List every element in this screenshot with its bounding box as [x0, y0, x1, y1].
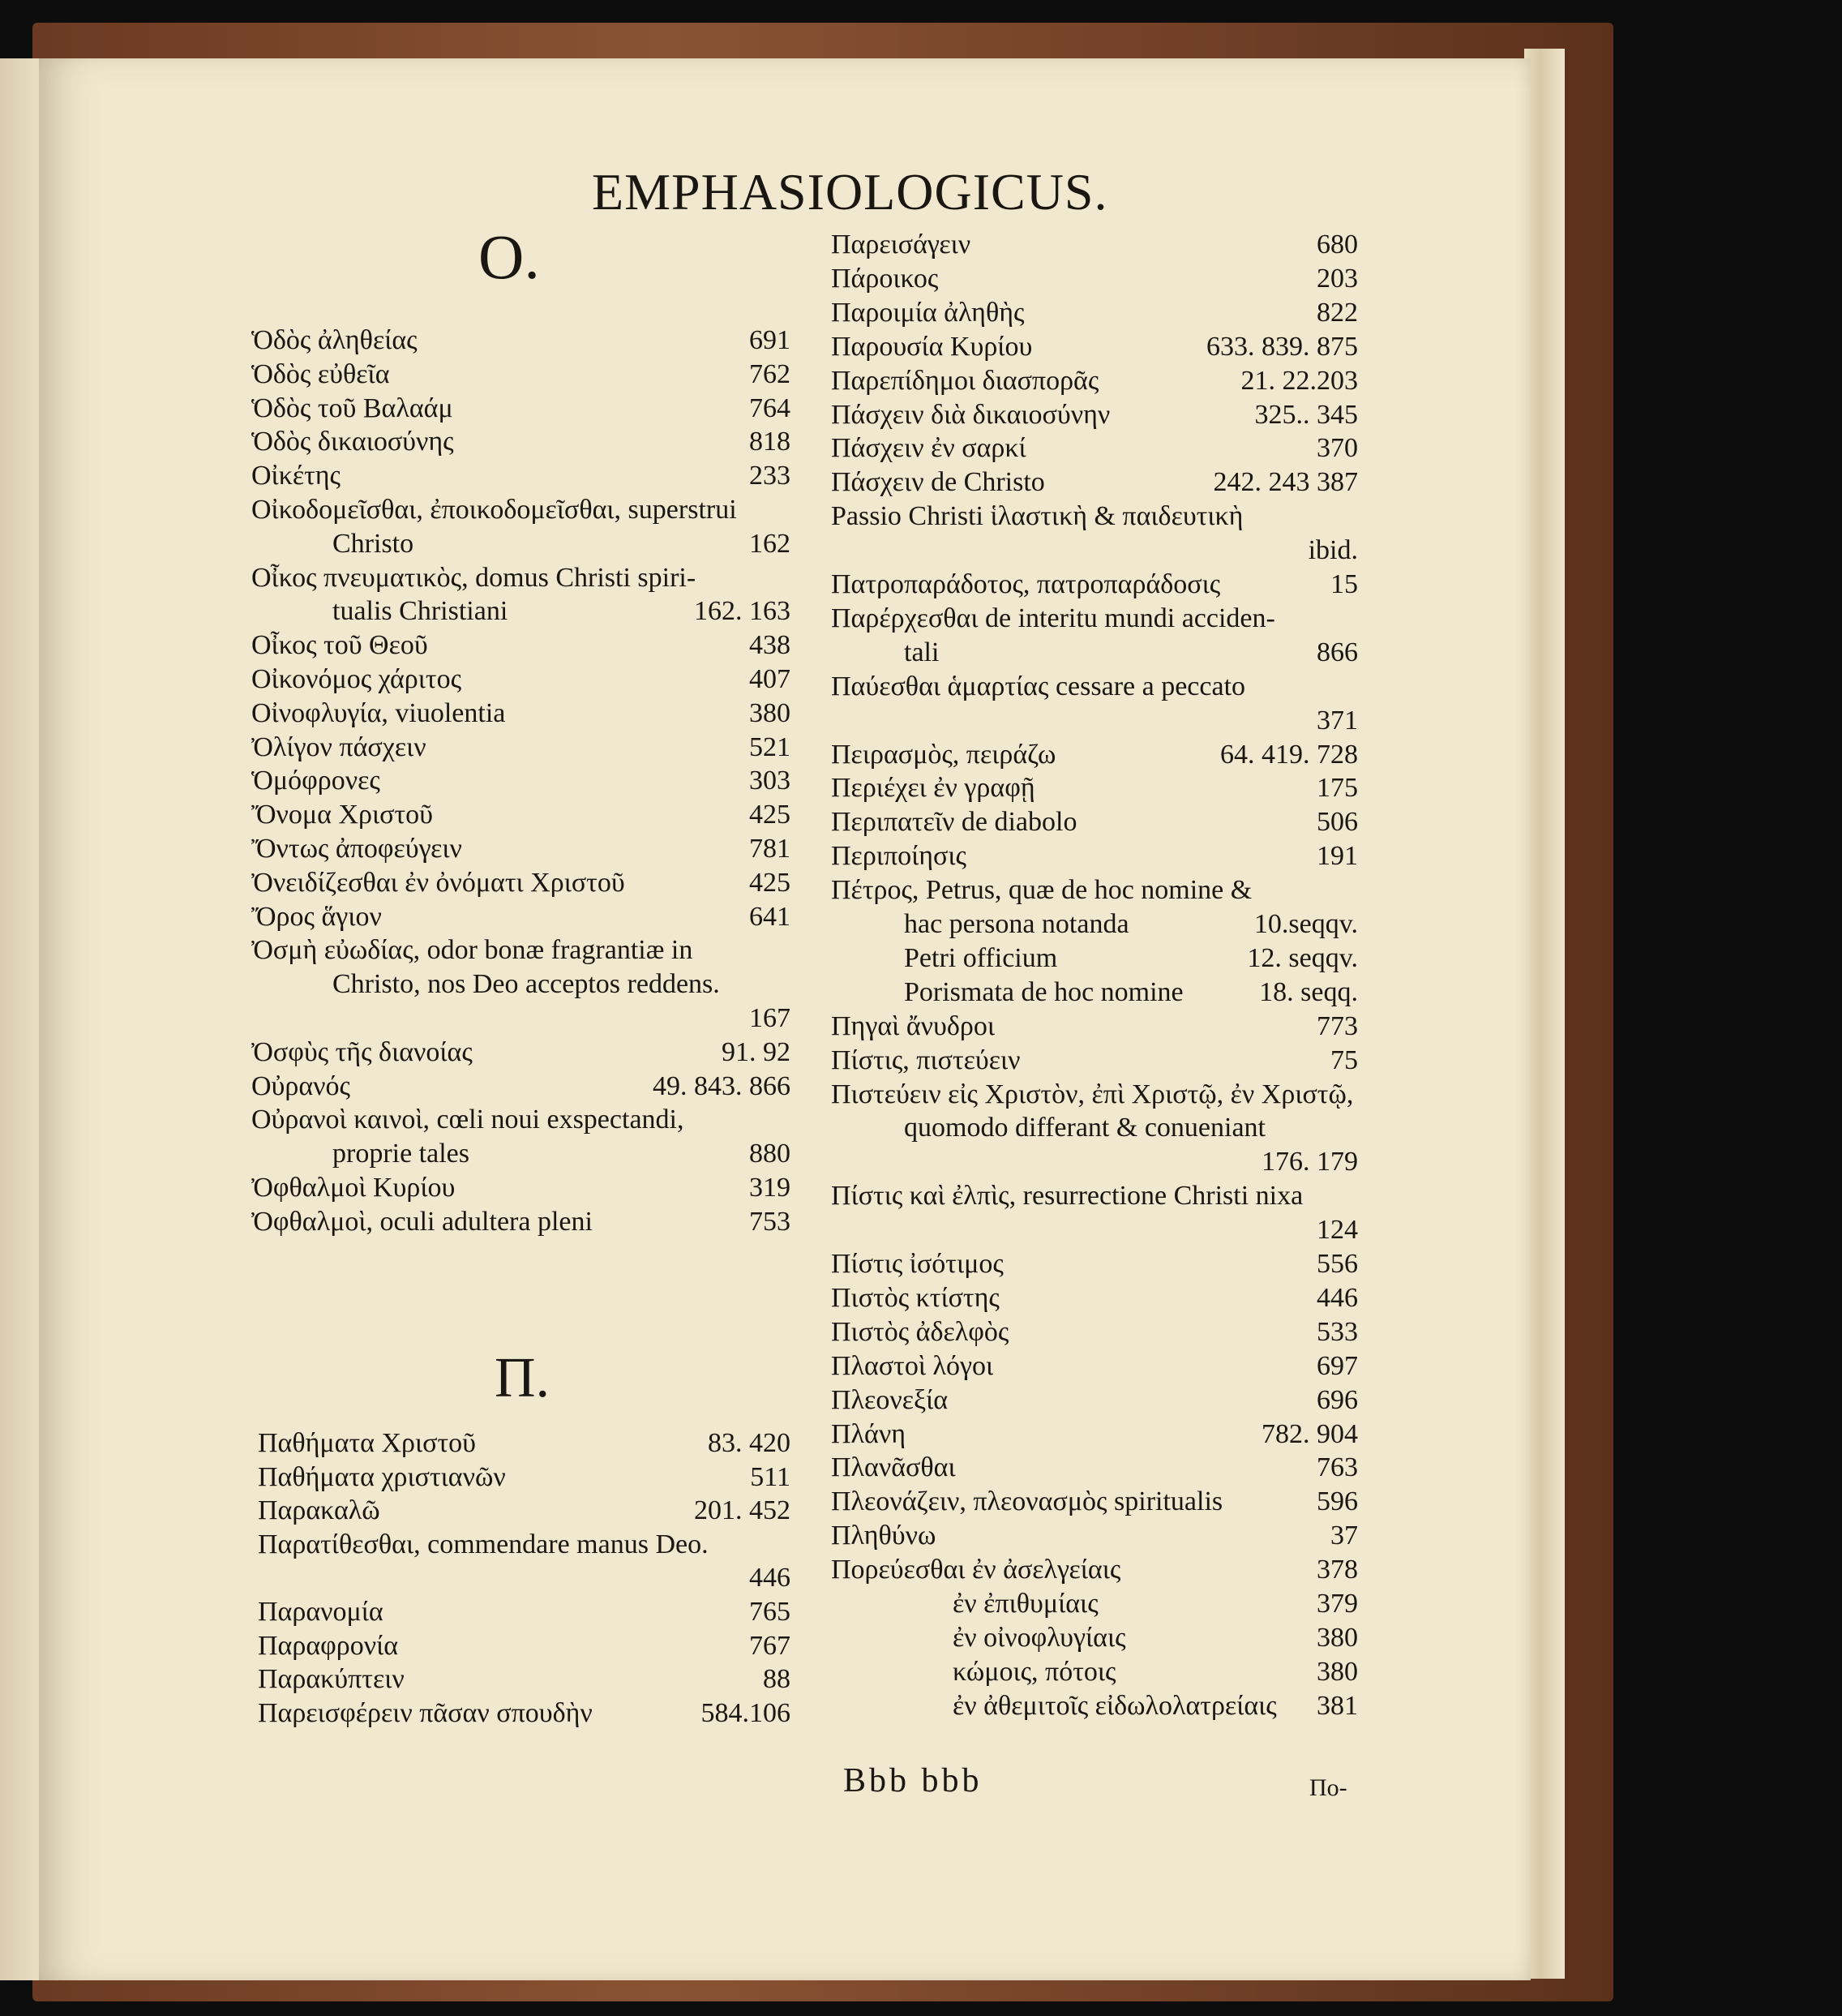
index-page-ref: 88	[763, 1664, 790, 1695]
index-term: hac persona notanda	[904, 909, 1129, 939]
index-term: Πλάνη	[831, 1418, 906, 1449]
catchword: Πο-	[1309, 1774, 1347, 1801]
index-term: Πέτρος, Petrus, quæ de hoc nomine &	[831, 875, 1253, 906]
section-heading-o: O.	[478, 221, 540, 292]
index-page-ref: 381	[1317, 1690, 1358, 1721]
index-term: Πατροπαράδοτος, πατροπαράδοσις	[831, 569, 1221, 599]
index-page-ref: 753	[749, 1206, 790, 1237]
index-term: Πάσχειν διὰ δικαιοσύνην	[831, 399, 1111, 430]
index-term: ἐν ἀθεμιτοῖς εἰδωλολατρείαις	[953, 1690, 1277, 1721]
index-term: tali	[904, 637, 940, 667]
index-page-ref: 49. 843. 866	[653, 1070, 790, 1101]
index-term: tualis Christiani	[332, 596, 508, 627]
index-term: Παρουσία Κυρίου	[831, 331, 1033, 362]
index-page-ref: 378	[1317, 1555, 1358, 1585]
index-term: Πλανᾶσθαι	[831, 1452, 956, 1483]
index-term: Παροιμία ἀληθὴς	[831, 297, 1025, 328]
index-page-ref: 446	[1317, 1282, 1358, 1313]
index-term: Οἰκονόμος χάριτος	[251, 664, 462, 694]
index-term: Οἶκος πνευματικὸς, domus Christi spiri-	[251, 562, 696, 593]
index-term: Πληθύνω	[831, 1521, 936, 1551]
index-page-ref: 425	[749, 800, 790, 830]
index-page-ref: 633. 839. 875	[1206, 331, 1358, 362]
index-page-ref: 533	[1317, 1316, 1358, 1347]
index-page-ref: 371	[1317, 705, 1358, 736]
index-term: Πειρασμὸς, πειράζω	[831, 739, 1056, 770]
index-term: κώμοις, πότοις	[953, 1656, 1116, 1687]
index-page-ref: 325.. 345	[1254, 399, 1358, 430]
index-page-ref: 680	[1317, 229, 1358, 260]
index-term: Παρακαλῶ	[258, 1495, 380, 1526]
index-term: Παρατίθεσθαι, commendare manus Deo.	[258, 1529, 709, 1559]
index-page-ref: 21. 22.203	[1240, 365, 1358, 396]
index-page-ref: 584.106	[700, 1697, 790, 1728]
index-page-ref: 763	[1317, 1452, 1358, 1483]
index-term: Ὀλίγον πάσχειν	[251, 731, 426, 762]
index-page-ref: 438	[749, 630, 790, 661]
index-page-ref: 191	[1317, 841, 1358, 872]
index-term: ἐν ἐπιθυμίαις	[953, 1589, 1099, 1619]
index-page-ref: 203	[1317, 263, 1358, 294]
index-term: Πάσχειν ἐν σαρκί	[831, 433, 1026, 464]
index-term: Ὀσφὺς τῆς διανοίας	[251, 1036, 473, 1067]
index-page-ref: 162	[749, 528, 790, 559]
index-page-ref: 15	[1330, 569, 1358, 599]
index-term: Πλεονεξία	[831, 1384, 949, 1415]
index-page-ref: 765	[749, 1597, 790, 1627]
index-page-ref: 596	[1317, 1486, 1358, 1517]
index-page-ref: 233	[749, 461, 790, 491]
index-term: Πλεονάζειν, πλεονασμὸς spiritualis	[831, 1486, 1223, 1517]
index-page-ref: 167	[749, 1003, 790, 1033]
index-term: Ὀνειδίζεσθαι ἐν ὀνόματι Χριστοῦ	[251, 867, 625, 898]
index-page-ref: 91. 92	[722, 1036, 790, 1067]
index-page-ref: 380	[1317, 1656, 1358, 1687]
index-term: Πίστις, πιστεύειν	[831, 1044, 1021, 1075]
index-term: Παρανομία	[258, 1597, 383, 1627]
index-page-ref: 641	[749, 901, 790, 932]
index-page-ref: 319	[749, 1173, 790, 1203]
index-page-ref: 64. 419. 728	[1220, 739, 1358, 770]
index-term: Παρέρχεσθαι de interitu mundi acciden-	[831, 603, 1275, 633]
index-term: Πιστεύειν εἰς Χριστὸν, ἐπὶ Χριστῷ, ἐν Χριστῷ,	[831, 1079, 1354, 1109]
index-term: Petri officium	[904, 942, 1058, 973]
index-term: Πάσχειν de Christo	[831, 467, 1045, 498]
index-page-ref: 242. 243 387	[1213, 467, 1358, 498]
index-page-ref: 446	[749, 1563, 790, 1593]
index-page-ref: 124	[1317, 1215, 1358, 1246]
signature-mark: Bbb bbb	[843, 1762, 983, 1799]
index-term: ἐν οἰνοφλυγίαις	[953, 1622, 1126, 1653]
index-page-ref: 781	[749, 834, 790, 864]
index-term: Ὁμόφρονες	[251, 766, 380, 796]
index-page-ref: 696	[1317, 1384, 1358, 1415]
index-page-ref: 370	[1317, 433, 1358, 464]
index-page-ref: ibid.	[1308, 535, 1358, 566]
index-term: Ὁδὸς ἀληθείας	[251, 325, 418, 355]
index-term: Περιέχει ἐν γραφῇ	[831, 773, 1035, 804]
index-term: Περιπατεῖν de diabolo	[831, 807, 1077, 838]
index-page-ref: 176. 179	[1262, 1147, 1358, 1177]
index-term: Christo, nos Deo acceptos reddens.	[332, 969, 720, 1000]
index-page-ref: 511	[750, 1461, 790, 1492]
index-term: Παθήματα Χριστοῦ	[258, 1428, 476, 1458]
index-page-ref: 425	[749, 867, 790, 898]
index-term: Πλαστοὶ λόγοι	[831, 1350, 994, 1381]
index-term: Ὀσμὴ εὐωδίας, odor bonæ fragrantiæ in	[251, 935, 693, 966]
index-term: Οὐρανοὶ καινοὶ, cœli noui exspectandi,	[251, 1105, 684, 1135]
index-page-ref: 18. seqq.	[1259, 976, 1358, 1007]
index-term: Πάροικος	[831, 263, 939, 294]
index-term: Περιποίησις	[831, 841, 966, 872]
index-term: Porismata de hoc nomine	[904, 976, 1184, 1007]
index-page-ref: 201. 452	[694, 1495, 790, 1526]
index-term: Πιστὸς ἀδελφὸς	[831, 1316, 1009, 1347]
running-header: EMPHASIOLOGICUS.	[592, 163, 1108, 221]
index-page-ref: 762	[749, 358, 790, 389]
index-term: quomodo differant & conueniant	[904, 1113, 1266, 1143]
index-page-ref: 773	[1317, 1010, 1358, 1041]
index-page-ref: 506	[1317, 807, 1358, 838]
index-term: Οἶκος τοῦ Θεοῦ	[251, 630, 428, 661]
index-page-ref: 37	[1330, 1521, 1358, 1551]
index-page-ref: 880	[749, 1139, 790, 1169]
index-term: Παρεισάγειν	[831, 229, 971, 260]
index-page-ref: 521	[749, 731, 790, 762]
index-page-ref: 380	[1317, 1622, 1358, 1653]
index-page-ref: 782. 904	[1262, 1418, 1358, 1449]
index-page-ref: 303	[749, 766, 790, 796]
index-term: Ὁδὸς δικαιοσύνης	[251, 427, 454, 457]
index-term: Ὁδὸς εὐθεῖα	[251, 358, 390, 389]
index-page-ref: 822	[1317, 297, 1358, 328]
index-term: Παθήματα χριστιανῶν	[258, 1461, 506, 1492]
index-page-ref: 556	[1317, 1249, 1358, 1279]
index-page-ref: 407	[749, 664, 790, 694]
index-term: proprie tales	[332, 1139, 469, 1169]
index-term: Christo	[332, 528, 414, 559]
index-page-ref: 75	[1330, 1044, 1358, 1075]
index-page-ref: 764	[749, 392, 790, 423]
index-page-ref: 691	[749, 325, 790, 355]
index-term: Οἰνοφλυγία, viuolentia	[251, 697, 506, 728]
index-term: Ὀφθαλμοὶ, oculi adultera pleni	[251, 1206, 593, 1237]
index-page-ref: 866	[1317, 637, 1358, 667]
section-heading-pi: Π.	[495, 1347, 550, 1409]
index-term: Πίστις ἰσότιμος	[831, 1249, 1004, 1279]
index-term: Πορεύεσθαι ἐν ἀσελγείαις	[831, 1555, 1121, 1585]
index-term: Οὐρανός	[251, 1070, 351, 1101]
index-term: Παρακύπτειν	[258, 1664, 405, 1695]
index-term: Ὄντως ἀποφεύγειν	[251, 834, 462, 864]
index-page-ref: 175	[1317, 773, 1358, 804]
index-page-ref: 10.seqqv.	[1253, 909, 1358, 939]
index-page-ref: 12. seqqv.	[1247, 942, 1358, 973]
index-page-ref: 767	[749, 1630, 790, 1661]
index-page-ref: 379	[1317, 1589, 1358, 1619]
index-term: Οἰκοδομεῖσθαι, ἐποικοδομεῖσθαι, superstrui	[251, 495, 737, 525]
facing-page-gutter	[0, 58, 39, 1980]
index-term: Οἰκέτης	[251, 461, 341, 491]
index-term: Passio Christi ἱλαστικὴ & παιδευτικὴ	[831, 501, 1244, 532]
index-term: Ὀφθαλμοὶ Κυρίου	[251, 1173, 456, 1203]
index-term: Παρεισφέρειν πᾶσαν σπουδὴν	[258, 1697, 593, 1728]
index-term: Πίστις καὶ ἐλπὶς, resurrectione Christi nixa	[831, 1181, 1304, 1212]
index-term: Πιστὸς κτίστης	[831, 1282, 1000, 1313]
index-term: Ὄρος ἅγιον	[251, 901, 382, 932]
index-page-ref: 697	[1317, 1350, 1358, 1381]
index-term: Παραφρονία	[258, 1630, 399, 1661]
index-page-ref: 818	[749, 427, 790, 457]
index-term: Παρεπίδημοι διασπορᾶς	[831, 365, 1099, 396]
index-page-ref: 83. 420	[708, 1428, 790, 1458]
index-term: Ὁδὸς τοῦ Βαλαάμ	[251, 392, 453, 423]
index-term: Ὄνομα Χριστοῦ	[251, 800, 433, 830]
index-term: Πηγαὶ ἄνυδροι	[831, 1010, 995, 1041]
index-term: Παύεσθαι ἁμαρτίας cessare a peccato	[831, 671, 1246, 701]
index-page-ref: 162. 163	[694, 596, 790, 627]
index-page-ref: 380	[749, 697, 790, 728]
